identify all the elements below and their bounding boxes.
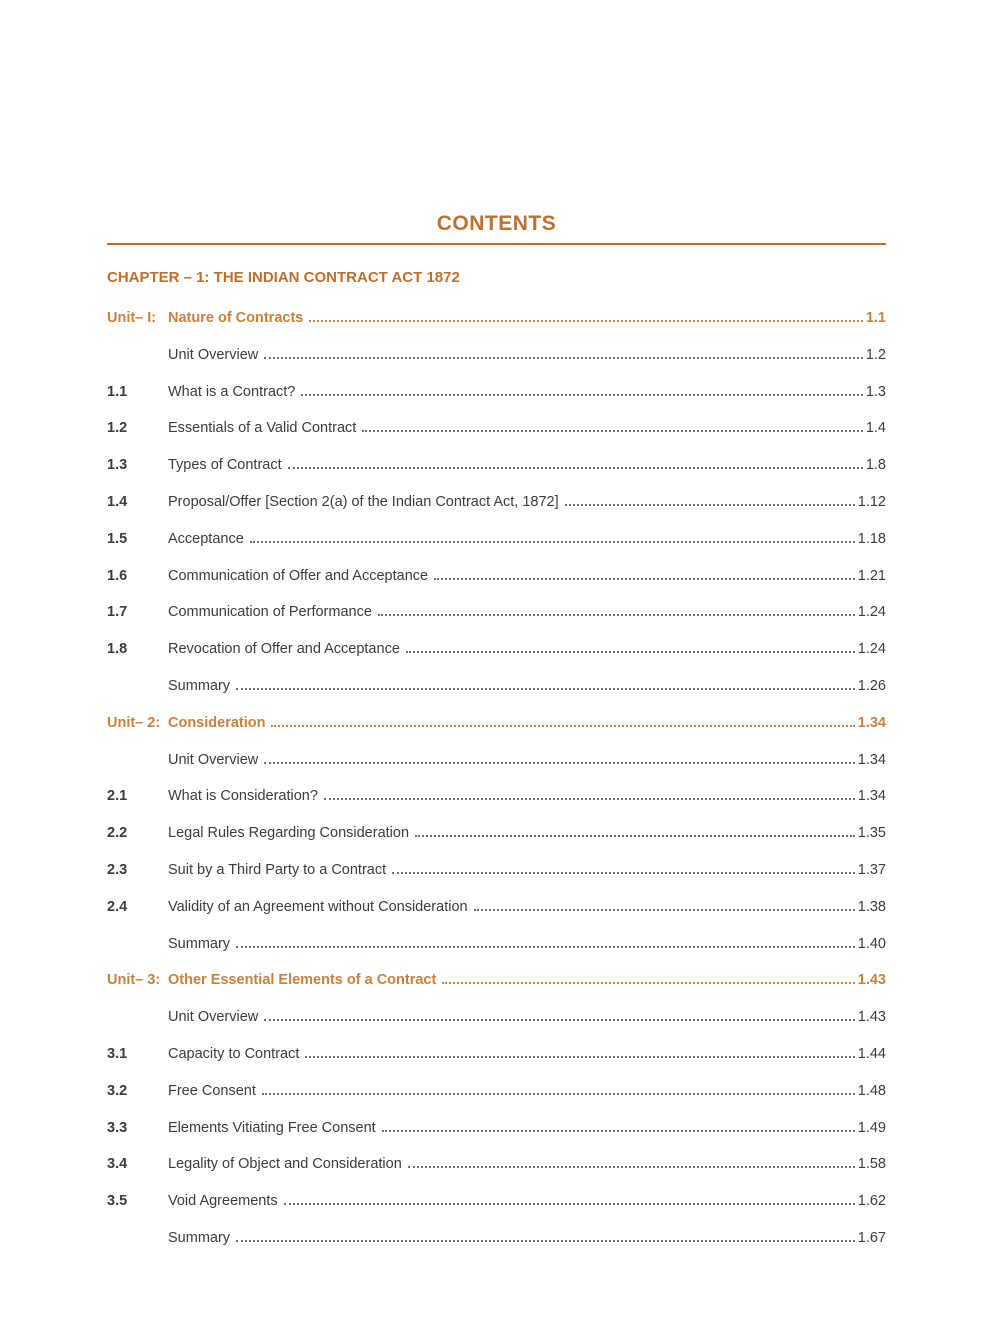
toc-row bbox=[107, 298, 886, 335]
dot-leader bbox=[305, 1044, 854, 1058]
dot-leader bbox=[236, 1228, 855, 1242]
toc-entry-page: 1.24 bbox=[857, 641, 886, 658]
toc-entry-title: Capacity to Contract bbox=[168, 1045, 300, 1062]
toc-entry-number: 3.1 bbox=[107, 1045, 128, 1062]
toc-entry-number: Unit– 3: bbox=[107, 972, 161, 989]
toc-entry-page: 1.3 bbox=[865, 383, 886, 400]
toc-entry-number: 1.3 bbox=[107, 457, 128, 474]
toc-entry-page: 1.4 bbox=[865, 420, 886, 437]
toc-entry-title: What is Consideration? bbox=[168, 788, 318, 805]
dot-leader bbox=[236, 676, 855, 690]
toc-row bbox=[107, 924, 886, 961]
toc-entry-page: 1.35 bbox=[857, 825, 886, 842]
toc-entry-number: 1.2 bbox=[107, 420, 128, 437]
toc-entry-page: 1.43 bbox=[857, 972, 886, 989]
toc-row bbox=[107, 445, 886, 482]
dot-leader bbox=[392, 860, 855, 874]
toc-row bbox=[107, 776, 886, 813]
toc-entry-page: 1.1 bbox=[865, 310, 886, 326]
toc-row bbox=[107, 703, 886, 740]
title-rule bbox=[107, 243, 886, 245]
toc-entry-title: Communication of Offer and Acceptance bbox=[168, 567, 429, 584]
toc-entry-title: Free Consent bbox=[168, 1082, 256, 1099]
dot-leader bbox=[378, 602, 855, 616]
toc-entry-page: 1.24 bbox=[857, 604, 886, 621]
dot-leader bbox=[474, 897, 855, 911]
toc-entry-page: 1.58 bbox=[857, 1156, 886, 1173]
toc-entry-title: Consideration bbox=[168, 714, 266, 731]
toc-entry-page: 1.18 bbox=[857, 530, 886, 547]
dot-leader bbox=[271, 713, 854, 727]
toc-row bbox=[107, 592, 886, 629]
toc-entry-page: 1.40 bbox=[857, 935, 886, 952]
toc-entry-page: 1.12 bbox=[857, 493, 886, 510]
toc-entry-title: Other Essential Elements of a Contract bbox=[168, 972, 437, 989]
toc-entry-title: Summary bbox=[168, 1229, 231, 1246]
toc-entry-number: 2.3 bbox=[107, 861, 128, 878]
toc-entry-number: 1.6 bbox=[107, 567, 128, 584]
toc-entry-title: Types of Contract bbox=[168, 457, 282, 474]
toc-entry-title: Validity of an Agreement without Consideration bbox=[168, 898, 468, 915]
toc-entry-page: 1.34 bbox=[857, 714, 886, 731]
toc-entry-title: Unit Overview bbox=[168, 1009, 259, 1026]
toc-row bbox=[107, 1144, 886, 1181]
toc-entry-page: 1.49 bbox=[857, 1119, 886, 1136]
toc-entry-title: Proposal/Offer [Section 2(a) of the Indian Contract Act, 1872] bbox=[168, 493, 559, 510]
toc-entry-number: 2.4 bbox=[107, 898, 128, 915]
dot-leader bbox=[309, 308, 862, 322]
dot-leader bbox=[382, 1118, 855, 1132]
toc-entry-title: Legal Rules Regarding Consideration bbox=[168, 825, 410, 842]
toc-entry-number: 1.4 bbox=[107, 493, 128, 510]
toc-entry-page: 1.21 bbox=[857, 567, 886, 584]
dot-leader bbox=[288, 455, 863, 469]
toc-entry-number: 2.2 bbox=[107, 825, 128, 842]
toc-row bbox=[107, 629, 886, 666]
toc-entry-title: Nature of Contracts bbox=[168, 310, 304, 326]
dot-leader bbox=[284, 1191, 855, 1205]
toc-entry-title: Suit by a Third Party to a Contract bbox=[168, 861, 387, 878]
dot-leader bbox=[406, 639, 855, 653]
toc-entry-page: 1.44 bbox=[857, 1045, 886, 1062]
toc-row bbox=[107, 1108, 886, 1145]
toc-entry-title: Revocation of Offer and Acceptance bbox=[168, 641, 400, 658]
toc-entry-page: 1.62 bbox=[857, 1193, 886, 1210]
toc-entry-page: 1.43 bbox=[857, 1009, 886, 1026]
toc-row bbox=[107, 1034, 886, 1071]
toc-entry-title: Essentials of a Valid Contract bbox=[168, 420, 357, 437]
toc-entry-number: 3.4 bbox=[107, 1156, 128, 1173]
toc-entry-page: 1.48 bbox=[857, 1082, 886, 1099]
toc-row bbox=[107, 813, 886, 850]
toc-row bbox=[107, 740, 886, 777]
toc-entry-title: Summary bbox=[168, 935, 231, 952]
toc-entry-title: Unit Overview bbox=[168, 751, 259, 768]
toc-entry-title: Void Agreements bbox=[168, 1193, 278, 1210]
toc-entry-number: Unit– I: bbox=[107, 310, 157, 326]
toc-entry-title: Elements Vitiating Free Consent bbox=[168, 1119, 376, 1136]
toc-entry-number: Unit– 2: bbox=[107, 714, 161, 731]
toc-entry-number: 1.8 bbox=[107, 641, 128, 658]
toc-entry-number: 3.2 bbox=[107, 1082, 128, 1099]
toc-entry-page: 1.38 bbox=[857, 898, 886, 915]
toc-entry-number: 1.5 bbox=[107, 530, 128, 547]
dot-leader bbox=[262, 1081, 855, 1095]
toc-entry-page: 1.26 bbox=[857, 677, 886, 694]
toc-row bbox=[107, 408, 886, 445]
dot-leader bbox=[408, 1154, 855, 1168]
toc-entry-title: Summary bbox=[168, 677, 231, 694]
page-title: CONTENTS bbox=[436, 212, 557, 235]
dot-leader bbox=[442, 970, 854, 984]
toc-row bbox=[107, 335, 886, 372]
toc-entry-title: Communication of Performance bbox=[168, 604, 372, 621]
dot-leader bbox=[362, 418, 863, 432]
dot-leader bbox=[264, 750, 855, 764]
toc-row bbox=[107, 482, 886, 519]
dot-leader bbox=[565, 492, 855, 506]
toc-row bbox=[107, 997, 886, 1034]
toc-row bbox=[107, 1071, 886, 1108]
dot-leader bbox=[415, 823, 855, 837]
toc-row bbox=[107, 666, 886, 703]
toc-entry-page: 1.34 bbox=[857, 788, 886, 805]
toc-row bbox=[107, 850, 886, 887]
toc-entry-title: Unit Overview bbox=[168, 346, 259, 363]
toc-entry-page: 1.8 bbox=[865, 457, 886, 474]
toc-row bbox=[107, 1181, 886, 1218]
toc-row bbox=[107, 519, 886, 556]
toc-entry-number: 1.7 bbox=[107, 604, 128, 621]
toc-row bbox=[107, 887, 886, 924]
toc-entry-title: What is a Contract? bbox=[168, 383, 296, 400]
toc-entry-number: 3.5 bbox=[107, 1193, 128, 1210]
toc-entry-page: 1.67 bbox=[857, 1229, 886, 1246]
toc-entry-page: 1.2 bbox=[865, 346, 886, 363]
toc-entry-number: 2.1 bbox=[107, 788, 128, 805]
toc-entry-title: Legality of Object and Consideration bbox=[168, 1156, 402, 1173]
dot-leader bbox=[250, 529, 855, 543]
toc-row bbox=[107, 372, 886, 409]
toc-entry-title: Acceptance bbox=[168, 530, 244, 547]
toc-row bbox=[107, 556, 886, 593]
toc-entry-number: 1.1 bbox=[107, 383, 128, 400]
toc-entry-number: 3.3 bbox=[107, 1119, 128, 1136]
toc-entry-page: 1.37 bbox=[857, 861, 886, 878]
dot-leader bbox=[324, 786, 855, 800]
chapter-heading: CHAPTER – 1: THE INDIAN CONTRACT ACT 1872 bbox=[107, 269, 460, 286]
dot-leader bbox=[264, 345, 863, 359]
dot-leader bbox=[301, 382, 863, 396]
toc-row bbox=[107, 1218, 886, 1255]
dot-leader bbox=[434, 566, 855, 580]
dot-leader bbox=[236, 934, 855, 948]
toc-row bbox=[107, 960, 886, 997]
toc-entry-page: 1.34 bbox=[857, 751, 886, 768]
toc-list bbox=[107, 298, 886, 1255]
dot-leader bbox=[264, 1007, 855, 1021]
